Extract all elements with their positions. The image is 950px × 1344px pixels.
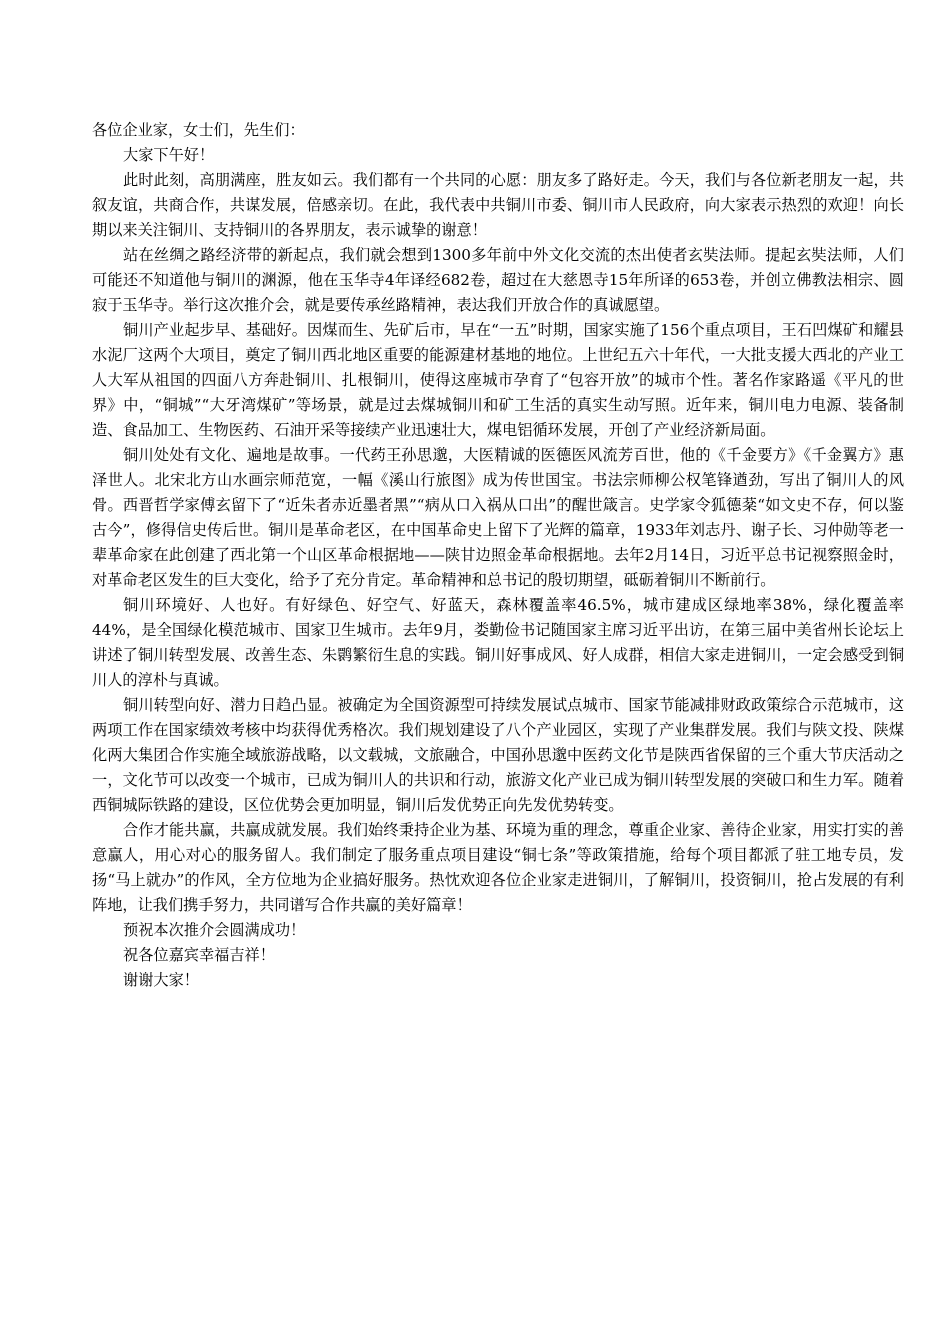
paragraph-xuanzang: 站在丝绸之路经济带的新起点，我们就会想到1300多年前中外文化交流的杰出使者玄奘法师。提起玄奘法师，人们可能还不知道他与铜川的渊源，他在玉华寺4年译经682卷，超过在大慈恩寺15年所译的653卷，并创立佛教法相宗、圆寂于玉华寺。举行这次推介会，就是要传承丝路精神，表达我们开放合作的真诚愿望。 <box>92 246 904 314</box>
closing-line: 谢谢大家！ <box>123 971 199 989</box>
paragraph-industry: 铜川产业起步早、基础好。因煤而生、先矿后市，早在“一五”时期，国家实施了156个重点项目，王石凹煤矿和耀县水泥厂这两个大项目，奠定了铜川西北地区重要的能源建材基地的地位。上世纪五六十年代，一大批支援大西北的产业工人大军从祖国的四面八方奔赴铜川、扎根铜川，使得这座城市孕育了“包容开放”的城市个性。著名作家路遥《平凡的世界》中，“铜城”“大牙湾煤矿”等场景，就是过去煤城铜川和矿工生活的真实生动写照。近年来，铜川电力电源、装备制造、食品加工、生物医药、石油开采等接续产业迅速壮大，煤电铝循环发展，开创了产业经济新局面。 <box>92 321 904 439</box>
paragraph-transformation: 铜川转型向好、潜力日趋凸显。被确定为全国资源型可持续发展试点城市、国家节能减排财政政策综合示范城市，这两项工作在国家绩效考核中均获得优秀格次。我们规划建设了八个产业园区，实现了产业集群发展。我们与陕文投、陕煤化两大集团合作实施全域旅游战略，以文载城，文旅融合，中国孙思邈中医药文化节是陕西省保留的三个重大节庆活动之一，文化节可以改变一个城市，已成为铜川人的共识和行动，旅游文化产业已成为铜川转型发展的突破口和生力军。随着西铜城际铁路的建设，区位优势会更加明显，铜川后发优势正向先发优势转变。 <box>92 696 904 814</box>
speech-document <box>92 118 904 993</box>
paragraph-environment: 铜川环境好、人也好。有好绿色、好空气、好蓝天，森林覆盖率46.5%，城市建成区绿地率38%，绿化覆盖率44%，是全国绿化模范城市、国家卫生城市。去年9月，娄勤俭书记随国家主席习近平出访，在第三届中美省州长论坛上讲述了铜川转型发展、改善生态、朱鹮繁衍生息的实践。铜川好事成风、好人成群，相信大家走进铜川，一定会感受到铜川人的淳朴与真诚。 <box>92 596 904 689</box>
salutation: 各位企业家，女士们，先生们： <box>92 121 305 139</box>
closing-line: 预祝本次推介会圆满成功！ <box>123 921 306 939</box>
paragraph-cooperation: 合作才能共赢，共赢成就发展。我们始终秉持企业为基、环境为重的理念，尊重企业家、善待企业家，用实打实的善意赢人，用心对心的服务留人。我们制定了服务重点项目建设“铜七条”等政策措施，给每个项目都派了驻工地专员，发扬“马上就办”的作风，全方位地为企业搞好服务。热忱欢迎各位企业家走进铜川，了解铜川，投资铜川，抢占发展的有利阵地，让我们携手努力，共同谱写合作共赢的美好篇章！ <box>92 821 904 914</box>
paragraph-culture: 铜川处处有文化、遍地是故事。一代药王孙思邈，大医精诚的医德医风流芳百世，他的《千金要方》《千金翼方》惠泽世人。北宋北方山水画宗师范宽，一幅《溪山行旅图》成为传世国宝。书法宗师柳公权笔锋遒劲，写出了铜川人的风骨。西晋哲学家傅玄留下了“近朱者赤近墨者黑”“病从口入祸从口出”的醒世箴言。史学家令狐德棻“如文史不存，何以鉴古今”，修得信史传后世。铜川是革命老区，在中国革命史上留下了光辉的篇章，1933年刘志丹、谢子长、习仲勋等老一辈革命家在此创建了西北第一个山区革命根据地——陕甘边照金革命根据地。去年2月14日，习近平总书记视察照金时，对革命老区发生的巨大变化，给予了充分肯定。革命精神和总书记的殷切期望，砥砺着铜川不断前行。 <box>92 446 904 589</box>
paragraph-welcome: 此时此刻，高朋满座，胜友如云。我们都有一个共同的心愿：朋友多了路好走。今天，我们与各位新老朋友一起，共叙友谊，共商合作，共谋发展，倍感亲切。在此，我代表中共铜川市委、铜川市人民政府，向大家表示热烈的欢迎！向长期以来关注铜川、支持铜川的各界朋友，表示诚挚的谢意！ <box>92 171 904 239</box>
closing-line: 祝各位嘉宾幸福吉祥！ <box>123 946 275 964</box>
greeting: 大家下午好！ <box>123 146 215 164</box>
